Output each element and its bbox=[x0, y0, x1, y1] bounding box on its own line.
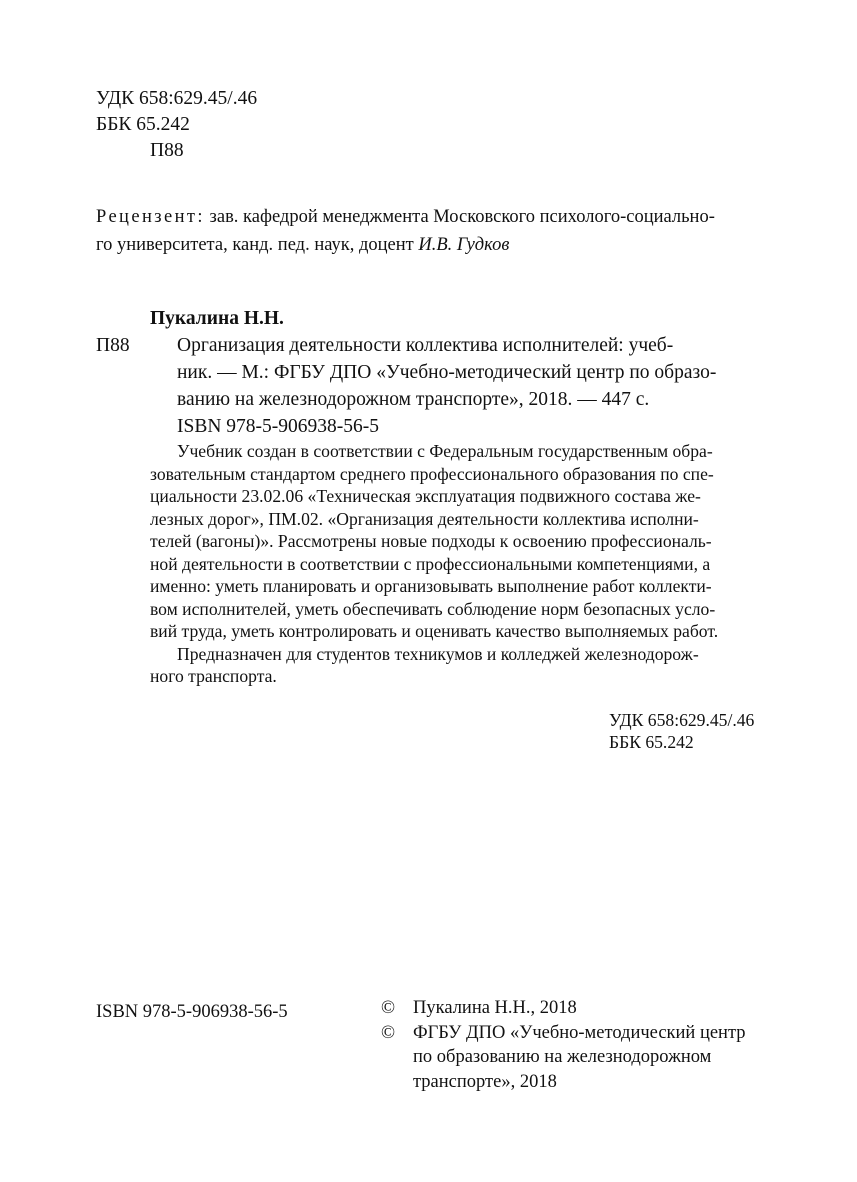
annotation-line: Предназначен для студентов техникумов и колледжей железнодорож- bbox=[177, 643, 699, 664]
reviewer-line-1 bbox=[96, 203, 715, 231]
copyright-publisher-line: по образованию на железнодорожном bbox=[413, 1047, 712, 1067]
bib-isbn: ISBN 978-5-906938-56-5 bbox=[177, 416, 380, 437]
annotation-line: именно: уметь планировать и организовывать выполнение работ коллекти- bbox=[150, 576, 712, 596]
udk-code-right: УДК 658:629.45/.46 bbox=[609, 710, 755, 730]
annotation-line: вий труда, уметь контролировать и оценивать качество выполняемых работ. bbox=[150, 621, 719, 641]
copyright-symbol: © bbox=[381, 998, 396, 1018]
copyright-publisher-line: ФГБУ ДПО «Учебно-методический центр bbox=[413, 1022, 746, 1043]
reviewer-line-2-text: го университета, канд. пед. наук, доцент bbox=[96, 235, 419, 255]
annotation-line: телей (вагоны)». Рассмотрены новые подходы к освоению профессиональ- bbox=[150, 531, 712, 551]
reviewer-line-2 bbox=[96, 231, 509, 259]
annotation-line: ного транспорта. bbox=[150, 666, 277, 686]
copyright-author: Пукалина Н.Н., 2018 bbox=[413, 998, 577, 1018]
copyright-publisher-line: транспорте», 2018 bbox=[413, 1071, 557, 1092]
annotation-line: лезных дорог», ПМ.02. «Организация деятельности коллектива исполни- bbox=[150, 508, 699, 529]
bib-line-3: ванию на железнодорожном транспорте», 2018. — 447 с. bbox=[177, 389, 650, 410]
reviewer-line-1-text: зав. кафедрой менеджмента Московского психолого-социально- bbox=[204, 207, 715, 227]
annotation-line: зовательным стандартом среднего профессионального образования по спе- bbox=[150, 463, 714, 484]
reviewer-label: Рецензент: bbox=[96, 207, 205, 227]
author-mark: П88 bbox=[150, 140, 184, 161]
bbk-code: ББК 65.242 bbox=[96, 114, 190, 135]
reviewer-name: И.В. Гудков bbox=[418, 235, 510, 255]
bib-mark: П88 bbox=[96, 335, 130, 356]
annotation-line: циальности 23.02.06 «Техническая эксплуатация подвижного состава же- bbox=[150, 486, 701, 506]
footer-isbn: ISBN 978-5-906938-56-5 bbox=[96, 1002, 288, 1022]
book-author: Пукалина Н.Н. bbox=[150, 308, 284, 329]
bbk-code-right: ББК 65.242 bbox=[609, 732, 694, 752]
bib-line-2: ник. — М.: ФГБУ ДПО «Учебно-методический центр по образо- bbox=[177, 362, 717, 383]
annotation-line: ной деятельности в соответствии с профессиональными компетенциями, а bbox=[150, 553, 711, 574]
bib-line-1: Организация деятельности коллектива исполнителей: учеб- bbox=[177, 335, 674, 356]
copyright-symbol: © bbox=[381, 1022, 396, 1043]
annotation-line: Учебник создан в соответствии с Федеральным государственным обра- bbox=[177, 441, 713, 461]
udk-code: УДК 658:629.45/.46 bbox=[96, 88, 258, 109]
annotation-line: вом исполнителей, уметь обеспечивать соблюдение норм безопасных усло- bbox=[150, 598, 716, 619]
